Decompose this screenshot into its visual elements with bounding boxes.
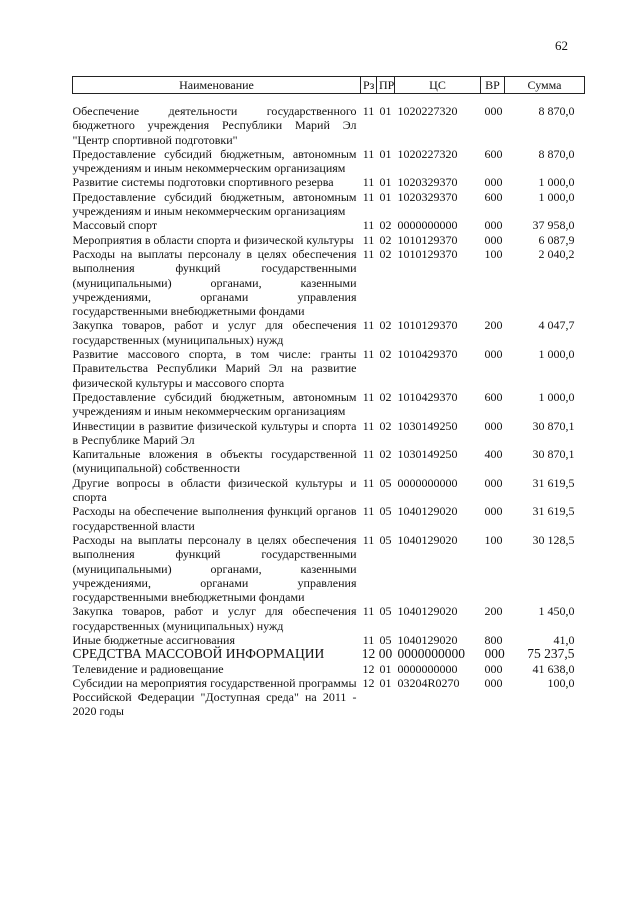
- cell-name: Развитие массового спорта, в том числе: гранты Правительства Республики Марий Эл на развитие физической культуры и массового спорта: [72, 347, 357, 390]
- cell-pr: 05: [379, 632, 392, 647]
- cell-sum: 1 000,0: [538, 389, 575, 404]
- cell-rz: 12: [362, 675, 375, 690]
- cell-pr: 02: [379, 246, 392, 261]
- cell-sum: 41,0: [553, 632, 575, 647]
- table-row: [73, 419, 585, 448]
- cell-pr: 05: [379, 604, 392, 619]
- cell-name: Мероприятия в области спорта и физической культуры: [72, 232, 354, 247]
- header-cs: ЦС: [395, 77, 481, 94]
- cell-pr: 05: [379, 504, 392, 519]
- header-rz: Рз: [361, 77, 377, 94]
- cell-cs: 1010429370: [397, 347, 458, 362]
- cell-pr: 01: [379, 146, 392, 161]
- cell-vr: 600: [484, 189, 503, 204]
- cell-rz: 11: [362, 175, 375, 190]
- cell-sum: 1 000,0: [538, 347, 575, 362]
- cell-pr: 02: [379, 218, 392, 233]
- table-row: [73, 633, 585, 647]
- cell-vr: 000: [484, 218, 503, 233]
- cell-sum: 100,0: [547, 675, 575, 690]
- cell-vr: 100: [484, 246, 503, 261]
- table-row: [73, 662, 585, 676]
- cell-rz: 11: [362, 389, 375, 404]
- cell-rz: 11: [362, 418, 375, 433]
- cell-sum: 31 619,5: [532, 475, 575, 490]
- table-row: [73, 94, 585, 147]
- cell-cs: 1020227320: [397, 104, 458, 118]
- cell-sum: 37 958,0: [532, 218, 575, 233]
- cell-rz: 12: [362, 661, 375, 676]
- cell-pr: 02: [379, 232, 392, 247]
- cell-vr: 000: [484, 347, 503, 362]
- cell-pr: 01: [379, 675, 392, 690]
- cell-pr: 05: [379, 532, 392, 547]
- cell-sum: 1 450,0: [538, 604, 575, 619]
- cell-name: Телевидение и радиовещание: [72, 661, 224, 676]
- page-number: 62: [555, 38, 568, 53]
- cell-vr: 100: [484, 532, 503, 547]
- cell-cs: 1010129370: [397, 318, 458, 333]
- table-row: [73, 447, 585, 476]
- header-sum: Сумма: [505, 77, 585, 94]
- table-row: [73, 175, 585, 189]
- cell-cs: 1040129020: [397, 504, 458, 519]
- table-row: [73, 147, 585, 176]
- cell-pr: 01: [379, 189, 392, 204]
- cell-sum: 8 870,0: [538, 104, 575, 118]
- cell-pr: 02: [379, 318, 392, 333]
- cell-rz: 11: [362, 318, 375, 333]
- table-row: [73, 347, 585, 390]
- cell-name: Инвестиции в развитие физической культуры и спорта в Республике Марий Эл: [72, 418, 357, 447]
- cell-name: Другие вопросы в области физической культуры и спорта: [72, 475, 357, 505]
- cell-sum: 6 087,9: [538, 232, 575, 247]
- cell-cs: 0000000000: [397, 646, 465, 662]
- cell-name: СРЕДСТВА МАССОВОЙ ИНФОРМАЦИИ: [72, 646, 325, 662]
- cell-name: Обеспечение деятельности государственного бюджетного учреждения Республики Марий Эл "Центр спортивной подготовки": [72, 104, 357, 147]
- cell-name: Расходы на обеспечение выполнения функций органов государственной власти: [72, 504, 357, 533]
- cell-name: Субсидии на мероприятия государственной программы Российской Федерации "Доступная среда" на 2011 - 2020 годы: [72, 675, 357, 719]
- cell-rz: 11: [362, 532, 375, 547]
- cell-rz: 11: [362, 447, 375, 462]
- cell-cs: 1030149250: [397, 418, 458, 433]
- table-row: [73, 676, 585, 719]
- header-pr: ПР: [377, 77, 395, 94]
- cell-cs: 1020227320: [397, 146, 458, 161]
- cell-rz: 11: [362, 347, 375, 362]
- cell-vr: 600: [484, 389, 503, 404]
- header-vr: ВР: [481, 77, 505, 94]
- cell-vr: 400: [484, 447, 503, 462]
- cell-pr: 02: [379, 447, 392, 462]
- cell-vr: 000: [484, 104, 503, 118]
- cell-cs: 1010129370: [397, 232, 458, 247]
- cell-sum: 4 047,7: [538, 318, 575, 333]
- cell-sum: 41 638,0: [532, 661, 575, 676]
- cell-sum: 75 237,5: [527, 646, 575, 662]
- cell-name: Расходы на выплаты персоналу в целях обеспечения выполнения функций государственными (муниципальными) органами, казенными учреждениями, органами управления государственными внебюджетными фондами: [72, 246, 357, 319]
- cell-sum: 30 870,1: [532, 447, 575, 462]
- cell-cs: 1010429370: [397, 389, 458, 404]
- cell-pr: 02: [379, 347, 392, 362]
- cell-cs: 0000000000: [397, 475, 458, 490]
- cell-pr: 01: [379, 661, 392, 676]
- table-row: [73, 647, 585, 661]
- cell-name: Расходы на выплаты персоналу в целях обеспечения выполнения функций государственными (муниципальными) органами, казенными учреждениями, органами управления государственными внебюджетными фондами: [72, 532, 357, 605]
- cell-name: Закупка товаров, работ и услуг для обеспечения государственных (муниципальных) нужд: [72, 318, 357, 347]
- cell-pr: 02: [379, 418, 392, 433]
- cell-vr: 000: [484, 646, 505, 662]
- cell-rz: 11: [362, 475, 375, 490]
- cell-vr: 000: [484, 504, 503, 519]
- cell-vr: 000: [484, 418, 503, 433]
- table-row: [73, 233, 585, 247]
- cell-cs: 1040129020: [397, 604, 458, 619]
- cell-sum: 2 040,2: [538, 246, 575, 261]
- cell-pr: 02: [379, 389, 392, 404]
- cell-cs: 0000000000: [397, 218, 458, 233]
- cell-cs: 1020329370: [397, 175, 458, 190]
- table-row: [73, 218, 585, 232]
- cell-cs: 1040129020: [397, 532, 458, 547]
- table-row: [73, 533, 585, 604]
- cell-vr: 600: [484, 146, 503, 161]
- cell-rz: 11: [362, 104, 375, 118]
- cell-vr: 000: [484, 475, 503, 490]
- table-row: [73, 190, 585, 219]
- cell-vr: 200: [484, 318, 503, 333]
- table-row: [73, 318, 585, 347]
- cell-sum: 30 128,5: [532, 532, 575, 547]
- cell-rz: 11: [362, 504, 375, 519]
- cell-name: Развитие системы подготовки спортивного резерва: [72, 175, 334, 190]
- cell-cs: 1010129370: [397, 246, 458, 261]
- cell-rz: 11: [362, 146, 375, 161]
- cell-vr: 000: [484, 232, 503, 247]
- table-header-row: [73, 77, 585, 94]
- cell-sum: 1 000,0: [538, 189, 575, 204]
- cell-name: Закупка товаров, работ и услуг для обеспечения государственных (муниципальных) нужд: [72, 604, 357, 633]
- cell-vr: 000: [484, 661, 503, 676]
- header-name: Наименование: [73, 77, 361, 94]
- cell-cs: 0000000000: [397, 661, 458, 676]
- cell-rz: 11: [362, 189, 375, 204]
- cell-cs: 1040129020: [397, 632, 458, 647]
- cell-cs: 1030149250: [397, 447, 458, 462]
- table-row: [73, 476, 585, 505]
- cell-rz: 11: [362, 232, 375, 247]
- table-row: [73, 604, 585, 633]
- cell-sum: 30 870,1: [532, 418, 575, 433]
- cell-name: Массовый спорт: [72, 218, 158, 233]
- cell-rz: 11: [362, 632, 375, 647]
- cell-rz: 11: [362, 604, 375, 619]
- table-row: [73, 504, 585, 533]
- cell-name: Предоставление субсидий бюджетным, автономным учреждениям и иным некоммерческим организациям: [72, 189, 357, 219]
- cell-sum: 1 000,0: [538, 175, 575, 190]
- cell-vr: 800: [484, 632, 503, 647]
- cell-name: Капитальные вложения в объекты государственной (муниципальной) собственности: [72, 447, 357, 476]
- cell-vr: 000: [484, 675, 503, 690]
- cell-vr: 000: [484, 175, 503, 190]
- cell-name: Предоставление субсидий бюджетным, автономным учреждениям и иным некоммерческим организациям: [72, 146, 357, 176]
- cell-pr: 05: [379, 475, 392, 490]
- cell-pr: 00: [378, 646, 393, 662]
- cell-pr: 01: [379, 104, 392, 118]
- cell-cs: 1020329370: [397, 189, 458, 204]
- cell-sum: 8 870,0: [538, 146, 575, 161]
- cell-rz: 11: [362, 246, 375, 261]
- table-row: [73, 247, 585, 318]
- cell-name: Предоставление субсидий бюджетным, автономным учреждениям и иным некоммерческим организациям: [72, 389, 357, 419]
- table-row: [73, 390, 585, 419]
- cell-pr: 01: [379, 175, 392, 190]
- cell-rz: 12: [361, 646, 376, 662]
- cell-rz: 11: [362, 218, 375, 233]
- cell-cs: 03204R0270: [397, 675, 460, 690]
- cell-sum: 31 619,5: [532, 504, 575, 519]
- cell-vr: 200: [484, 604, 503, 619]
- cell-name: Иные бюджетные ассигнования: [72, 632, 235, 647]
- budget-table: [72, 76, 585, 719]
